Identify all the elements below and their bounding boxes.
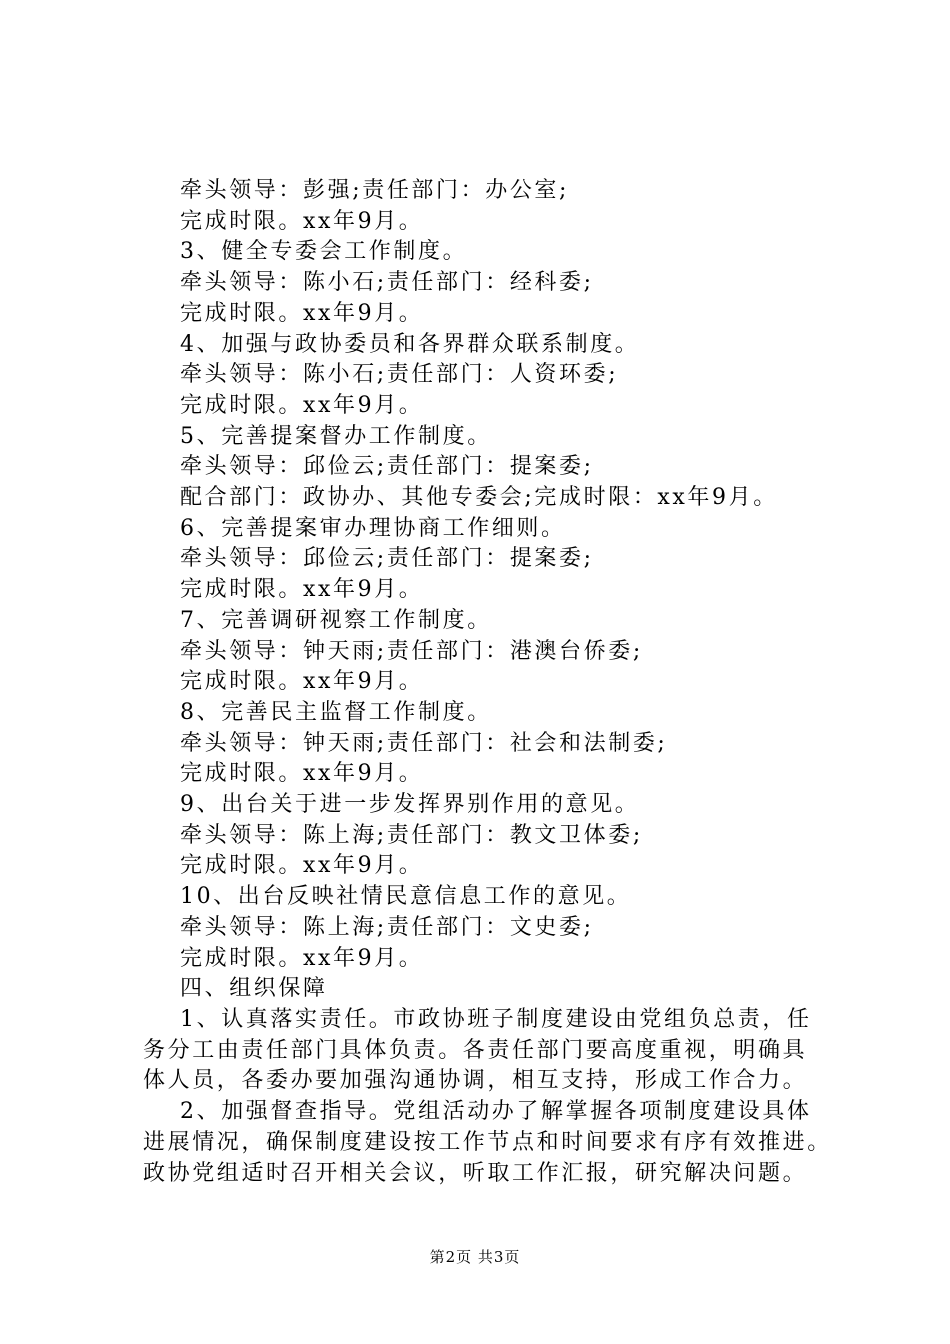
text-line: 完成时限。xx年9月。 [180,761,424,787]
text-line: 7、完善调研视察工作制度。 [180,607,492,633]
text-line: 完成时限。xx年9月。 [180,208,424,234]
text-line: 3、健全专委会工作制度。 [180,239,468,265]
text-line: 9、出台关于进一步发挥界别作用的意见。 [180,792,640,818]
text-line: 牵头领导：陈小石;责任部门：经科委; [180,270,594,296]
text-line: 完成时限。xx年9月。 [180,300,424,326]
text-line: 6、完善提案审办理协商工作细则。 [180,515,566,541]
text-line: 配合部门：政协办、其他专委会;完成时限：xx年9月。 [180,485,778,511]
text-line: 8、完善民主监督工作制度。 [180,699,492,725]
text-line: 牵头领导：钟天雨;责任部门：港澳台侨委; [180,638,643,664]
section-heading: 四、组织保障 [180,976,328,1002]
text-line: 完成时限。xx年9月。 [180,392,424,418]
text-line: 完成时限。xx年9月。 [180,853,424,879]
paragraph-line: 1、认真落实责任。市政协班子制度建设由党组负总责，任 [180,1006,812,1032]
text-line: 10、出台反映社情民意信息工作的意见。 [180,884,632,910]
text-line: 牵头领导：邱俭云;责任部门：提案委; [180,454,594,480]
text-line: 牵头领导：彭强;责任部门：办公室; [180,178,570,203]
text-line: 牵头领导：陈上海;责任部门：教文卫体委; [180,822,643,848]
text-line: 完成时限。xx年9月。 [180,945,424,971]
page-number-footer: 第2页 共3页 [429,1248,521,1266]
text-line: 牵头领导：陈上海;责任部门：文史委; [180,914,594,940]
text-line: 完成时限。xx年9月。 [180,577,424,603]
paragraph-line: 体人员，各委办要加强沟通协调，相互支持，形成工作合力。 [143,1068,808,1094]
paragraph-line: 务分工由责任部门具体负责。各责任部门要高度重视，明确具 [143,1037,808,1063]
text-line: 牵头领导：邱俭云;责任部门：提案委; [180,546,594,572]
text-line: 完成时限。xx年9月。 [180,669,424,695]
paragraph-line: 2、加强督查指导。党组活动办了解掌握各项制度建设具体 [180,1099,812,1125]
paragraph-line: 政协党组适时召开相关会议，听取工作汇报，研究解决问题。 [143,1160,808,1186]
text-line: 5、完善提案督办工作制度。 [180,423,492,449]
document-body [143,176,843,1189]
text-line: 4、加强与政协委员和各界群众联系制度。 [180,331,640,357]
text-line: 牵头领导：陈小石;责任部门：人资环委; [180,362,619,388]
paragraph-line: 进展情况，确保制度建设按工作节点和时间要求有序有效推进。 [143,1129,832,1155]
text-line: 牵头领导：钟天雨;责任部门：社会和法制委; [180,730,668,756]
